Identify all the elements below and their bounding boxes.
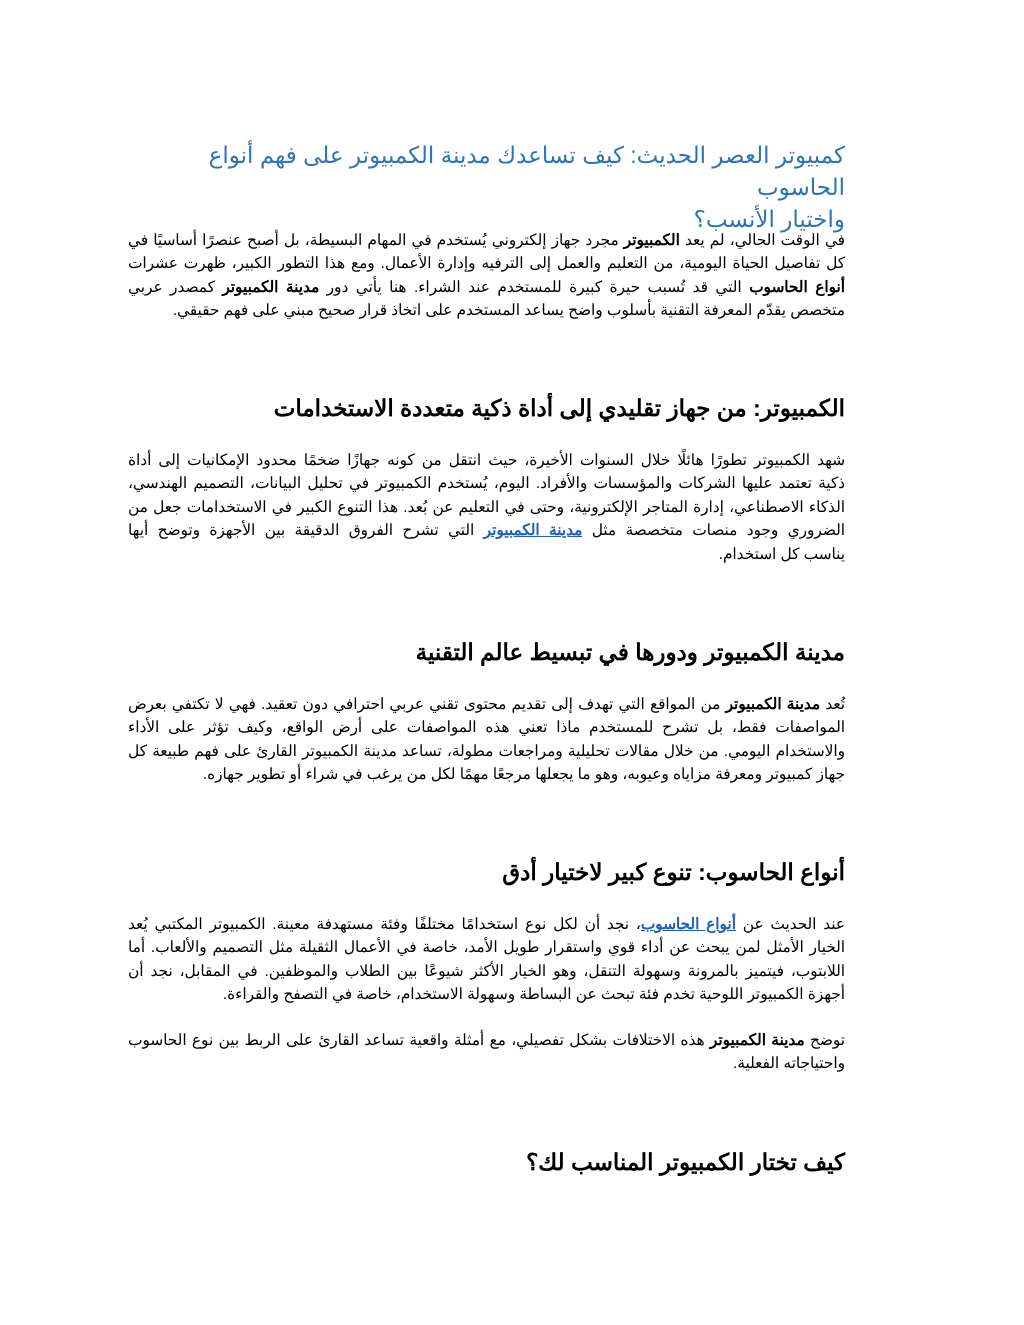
text-run: التي قد تُسبب حيرة كبيرة للمستخدم عند الشراء. هنا يأتي دور [319,278,750,296]
inline-link[interactable]: أنواع الحاسوب [640,916,736,933]
paragraph-line [128,716,845,739]
bold-term: مدينة الكمبيوتر [725,696,821,713]
text-run: المواصفات فقط، بل تشرح للمستخدم ماذا تعني هذه المواصفات على أرض الواقع، وكيف تؤثر على الأداء [128,719,845,737]
paragraph-line [128,693,845,716]
text-run: تُعد [820,696,845,713]
text-run: شهد الكمبيوتر تطورًا هائلًا خلال السنوات الأخيرة، حيث انتقل من كونه جهازًا ضخمًا محدود الإمكانيات إلى أداة [128,452,845,469]
paragraph-intro [128,229,845,323]
text-run: عند الحديث عن [735,916,846,933]
text-run: ذكية تعتمد عليها الشركات والمؤسسات والأفراد. اليوم، يُستخدم الكمبيوتر في تحليل البيانات، التصميم الهندسي، [128,475,845,493]
title-line: واختيار الأنسب؟ [693,206,845,232]
section-heading: أنواع الحاسوب: تنوع كبير لاختيار أدق [502,859,845,885]
text-run: يناسب كل استخدام. [718,545,845,563]
paragraph-computer-city [128,693,845,787]
paragraph-line [128,449,845,472]
paragraph-line [128,983,845,1006]
inline-link[interactable]: مدينة الكمبيوتر [483,522,583,540]
paragraph-evolution [128,449,845,566]
section-heading: الكمبيوتر: من جهاز تقليدي إلى أداة ذكية متعددة الاستخدامات [273,395,845,421]
text-run: جهاز كمبيوتر ومعرفة مزاياه وعيوبه، وهو ما يجعلها مرجعًا مهمًا لكل من يرغب في شراء أو تطوير جهازه. [202,766,845,784]
paragraph-line [128,1052,845,1075]
text-run: ، نجد أن لكل نوع استخدامًا مختلفًا وفئة مستهدفة معينة. الكمبيوتر المكتبي يُعد [128,916,641,933]
paragraph-line [128,1029,845,1052]
paragraph-line [128,472,845,495]
paragraph-line [128,299,845,322]
paragraph-line [128,913,845,936]
text-run: واحتياجاته الفعلية. [733,1055,845,1073]
text-run: كل تفاصيل الحياة اليومية، من التعليم والعمل إلى الترفيه وإدارة الأعمال. ومع هذا التطور الكبير، ظهرت عشرات [128,255,845,273]
bold-term: مدينة الكمبيوتر [709,1032,805,1049]
document-title [128,139,845,235]
text-run: كمصدر عربي [128,278,223,296]
text-run: مجرد جهاز إلكتروني يُستخدم في المهام البسيطة، بل أصبح عنصرًا أساسيًا في [128,232,624,249]
text-run: الضروري وجود منصات متخصصة مثل [582,522,845,540]
section-heading: مدينة الكمبيوتر ودورها في تبسيط عالم التقنية [415,639,845,665]
bold-term: أنواع الحاسوب [749,278,845,296]
text-run: اللابتوب، فيتميز بالمرونة وسهولة التنقل، وهو الخيار الأكثر شيوعًا بين الطلاب والموظفين. في المقابل، نجد أن [128,962,845,980]
text-run: والاستخدام اليومي. من خلال مقالات تحليلية ومراجعات مطولة، تساعد مدينة الكمبيوتر القارئ على فهم طبيعة كل [128,742,845,760]
paragraph-line [128,936,845,959]
paragraph-line [128,763,845,786]
paragraph-line [128,960,845,983]
text-run: الذكاء الاصطناعي، إدارة المتاجر الإلكترونية، وحتى في التعليم عن بُعد. هذا التنوع الكبير في الاستخدامات جعل من [128,498,845,516]
text-run: في الوقت الحالي، لم يعد [679,232,845,249]
text-run: هذه الاختلافات بشكل تفصيلي، مع أمثلة واقعية تساعد القارئ على الربط بين نوع الحاسوب [128,1032,710,1049]
text-run: توضح [804,1032,845,1049]
paragraph-line [128,543,845,566]
title-line: كمبيوتر العصر الحديث: كيف تساعدك مدينة الكمبيوتر على فهم أنواع الحاسوب [208,142,845,200]
text-run: الخيار الأمثل لمن يبحث عن أداء قوي واستقرار طويل الأمد، خاصة في الأعمال الثقيلة مثل التصميم والألعاب. أما [128,939,845,957]
text-run: متخصص يقدّم المعرفة التقنية بأسلوب واضح يساعد المستخدم على اتخاذ قرار صحيح مبني على فهم حقيقي. [172,302,845,320]
bold-term: مدينة الكمبيوتر [222,278,320,296]
paragraph-computer-types [128,913,845,1007]
paragraph-line [128,229,845,252]
text-run: التي تشرح الفروق الدقيقة بين الأجهزة وتوضح أيها [128,522,484,540]
paragraph-line [128,276,845,299]
paragraph-line [128,740,845,763]
paragraph-line [128,519,845,542]
text-run: من المواقع التي تهدف إلى تقديم محتوى تقني عربي احترافي دون تعقيد. فهي لا تكتفي بعرض [128,696,726,713]
paragraph-differences [128,1029,845,1076]
section-heading: كيف تختار الكمبيوتر المناسب لك؟ [526,1149,845,1175]
text-run: أجهزة الكمبيوتر اللوحية تخدم فئة تبحث عن البساطة وسهولة الاستخدام، خاصة في التصفح والقراءة. [222,986,845,1004]
paragraph-line [128,496,845,519]
paragraph-line [128,252,845,275]
bold-term: الكمبيوتر [623,232,680,249]
